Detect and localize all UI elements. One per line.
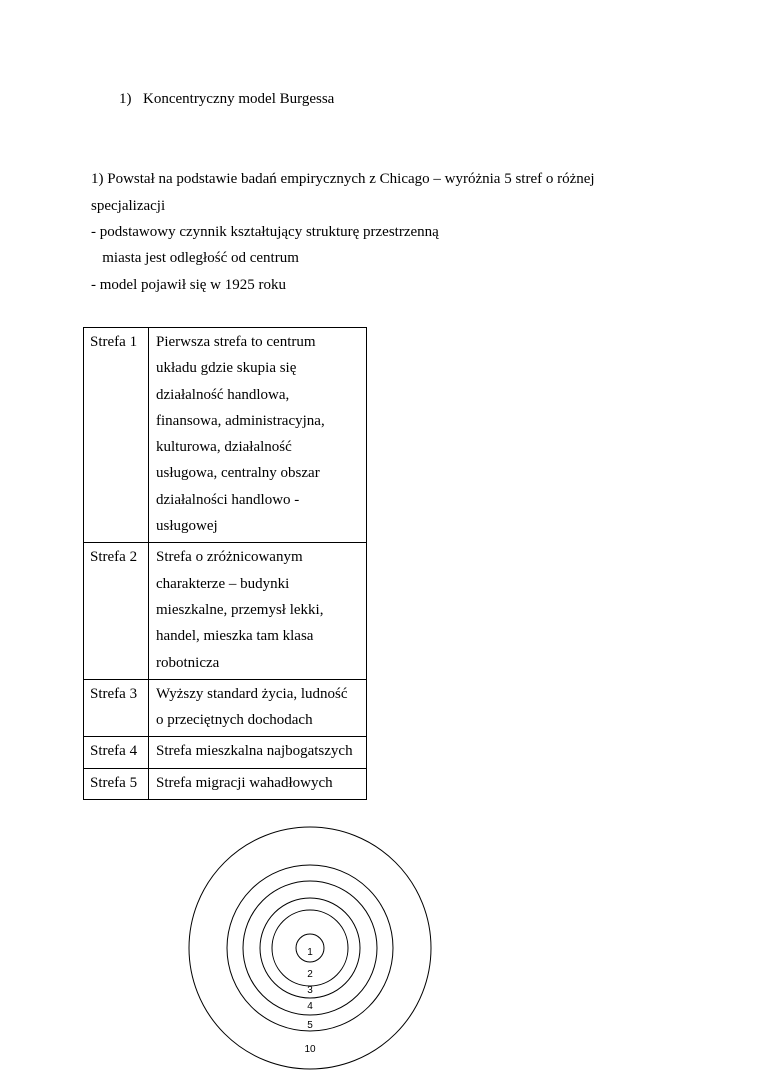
zone-description-line: Strefa mieszkalna najbogatszych — [156, 743, 353, 760]
zone-description-line: charakterze – budynki — [156, 575, 290, 592]
paragraph-line-4: miasta jest odległość od centrum — [91, 250, 299, 266]
zone-description-line: mieszkalne, przemysł lekki, — [156, 601, 324, 618]
zone-description-cell — [149, 328, 367, 543]
zone-name-cell: Strefa 2 — [84, 543, 149, 679]
zone-description-cell — [149, 543, 367, 679]
zone-description-line: usługowa, centralny obszar — [156, 465, 320, 482]
table-row — [84, 679, 367, 737]
zone-description-line: finansowa, administracyjna, — [156, 412, 325, 429]
zone-name-cell: Strefa 4 — [84, 737, 149, 768]
zone-description-line: działalność handlowa, — [156, 386, 290, 403]
ring-label-4: 4 — [307, 1001, 313, 1012]
table-row — [84, 328, 367, 543]
paragraph-line-5: - model pojawił się w 1925 roku — [91, 277, 286, 293]
zone-description-line: kulturowa, działalność — [156, 439, 292, 456]
zone-description-cell — [149, 737, 367, 768]
zone-description-line: Pierwsza strefa to centrum — [156, 334, 316, 350]
section-heading — [119, 91, 334, 108]
zone-name-cell: Strefa 5 — [84, 768, 149, 799]
ring-label-5: 5 — [307, 1020, 313, 1031]
zone-description-line: Strefa migracji wahadłowych — [156, 774, 333, 791]
paragraph-line-1: 1) Powstał na podstawie badań empirycznych z Chicago – wyróżnia 5 stref o różnej — [91, 171, 595, 187]
concentric-zones-diagram — [185, 822, 435, 1075]
zones-table-body — [84, 328, 367, 800]
zone-description-line: robotnicza — [156, 654, 220, 671]
table-row — [84, 768, 367, 799]
ring-label-2: 2 — [307, 969, 313, 980]
ring-label-10: 10 — [304, 1044, 316, 1055]
zone-description-line: o przeciętnych dochodach — [156, 712, 313, 729]
zone-description-line: Wyższy standard życia, ludność — [156, 685, 348, 702]
heading-number: 1) — [119, 91, 132, 107]
table-row — [84, 543, 367, 679]
table-row — [84, 737, 367, 768]
zone-description-cell — [149, 768, 367, 799]
zone-description-line: Strefa o zróżnicowanym — [156, 549, 303, 566]
paragraph-line-2: specjalizacji — [91, 198, 166, 214]
ring-label-3: 3 — [307, 985, 313, 996]
heading-title: Koncentryczny model Burgessa — [143, 91, 335, 107]
paragraph-line-3: - podstawowy czynnik kształtujący strukturę przestrzenną — [91, 224, 439, 240]
zone-name-cell: Strefa 3 — [84, 679, 149, 737]
zones-table — [83, 327, 367, 800]
zone-description-cell — [149, 679, 367, 737]
zone-description-line: układu gdzie skupia się — [156, 360, 297, 377]
zone-name-cell: Strefa 1 — [84, 328, 149, 543]
ring-label-1: 1 — [307, 947, 313, 958]
zone-description-line: działalności handlowo - — [156, 491, 300, 508]
zone-description-line: handel, mieszka tam klasa — [156, 628, 314, 645]
zone-description-line: usługowej — [156, 518, 218, 535]
